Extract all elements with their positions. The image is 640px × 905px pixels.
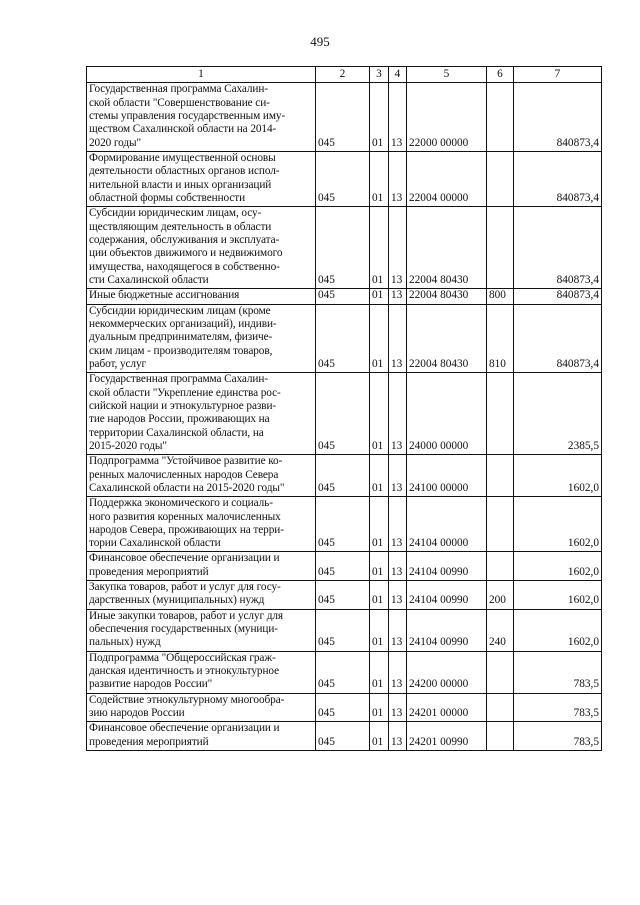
row-name-cell: Закупка товаров, работ и услуг для госу- дарственных (муниципальных) нужд: [87, 581, 316, 610]
row-section-cell: 01: [370, 722, 389, 751]
row-section-cell: 01: [370, 609, 389, 651]
row-name-cell: Финансовое обеспечение организации и проведения мероприятий: [87, 722, 316, 751]
row-expense-type-cell: [487, 722, 514, 751]
column-header-expense-type: 6: [487, 67, 514, 83]
column-header-ministry: 2: [316, 67, 370, 83]
row-ministry-cell: 045: [316, 151, 370, 206]
row-target-article-cell: 24104 00990: [407, 581, 487, 610]
table-row: [87, 651, 602, 693]
row-expense-type-cell: [487, 373, 514, 455]
row-ministry-cell: 045: [316, 651, 370, 693]
row-ministry-cell: 045: [316, 455, 370, 497]
row-amount-cell: 1602,0: [514, 455, 602, 497]
row-expense-type-cell: [487, 455, 514, 497]
row-subsection-cell: 13: [389, 83, 407, 152]
row-target-article-cell: 24201 00990: [407, 722, 487, 751]
budget-table: [86, 66, 602, 751]
row-amount-cell: 840873,4: [514, 83, 602, 152]
row-section-cell: 01: [370, 651, 389, 693]
row-ministry-cell: 045: [316, 552, 370, 581]
table-row: [87, 552, 602, 581]
row-amount-cell: 2385,5: [514, 373, 602, 455]
row-ministry-cell: 045: [316, 373, 370, 455]
column-header-subsection: 4: [389, 67, 407, 83]
row-subsection-cell: 13: [389, 552, 407, 581]
row-ministry-cell: 045: [316, 497, 370, 552]
row-subsection-cell: 13: [389, 497, 407, 552]
row-section-cell: 01: [370, 304, 389, 373]
row-expense-type-cell: 800: [487, 289, 514, 304]
row-name-cell: Иные закупки товаров, работ и услуг для обеспечения государственных (муници- пальных) нужд: [87, 609, 316, 651]
row-amount-cell: 840873,4: [514, 151, 602, 206]
row-ministry-cell: 045: [316, 693, 370, 722]
row-subsection-cell: 13: [389, 304, 407, 373]
row-target-article-cell: 24200 00000: [407, 651, 487, 693]
row-target-article-cell: 24100 00000: [407, 455, 487, 497]
row-name-cell: Государственная программа Сахалин- ской области "Укрепление единства рос- сийской нации и этнокультурное разви- тие народов России, проживающих на территории Сахалинской области, на 2015-2020 годы": [87, 373, 316, 455]
row-expense-type-cell: [487, 552, 514, 581]
row-amount-cell: 1602,0: [514, 609, 602, 651]
row-name-cell: Субсидии юридическим лицам (кроме некоммерческих организаций), индиви- дуальным предпринимателям, физиче- ским лицам - производителям товаров, работ, услуг: [87, 304, 316, 373]
table-row: [87, 304, 602, 373]
row-amount-cell: 840873,4: [514, 304, 602, 373]
column-header-target-article: 5: [407, 67, 487, 83]
row-expense-type-cell: [487, 651, 514, 693]
row-name-cell: Государственная программа Сахалин- ской области "Совершенствование си- стемы управления государственным иму- ществом Сахалинской области на 2014- 2020 годы": [87, 83, 316, 152]
row-amount-cell: 783,5: [514, 722, 602, 751]
row-expense-type-cell: [487, 497, 514, 552]
row-amount-cell: 783,5: [514, 651, 602, 693]
row-target-article-cell: 24104 00990: [407, 552, 487, 581]
row-target-article-cell: 22004 80430: [407, 207, 487, 289]
row-subsection-cell: 13: [389, 207, 407, 289]
column-header-amount: 7: [514, 67, 602, 83]
row-section-cell: 01: [370, 552, 389, 581]
row-subsection-cell: 13: [389, 289, 407, 304]
row-subsection-cell: 13: [389, 151, 407, 206]
row-amount-cell: 1602,0: [514, 552, 602, 581]
column-header-section: 3: [370, 67, 389, 83]
row-name-cell: Содействие этнокультурному многообра- зию народов России: [87, 693, 316, 722]
row-amount-cell: 840873,4: [514, 207, 602, 289]
row-subsection-cell: 13: [389, 609, 407, 651]
row-subsection-cell: 13: [389, 693, 407, 722]
row-ministry-cell: 045: [316, 83, 370, 152]
row-section-cell: 01: [370, 373, 389, 455]
row-subsection-cell: 13: [389, 581, 407, 610]
table-row: [87, 581, 602, 610]
table-row: [87, 83, 602, 152]
table-row: [87, 373, 602, 455]
row-section-cell: 01: [370, 83, 389, 152]
row-amount-cell: 1602,0: [514, 581, 602, 610]
row-expense-type-cell: [487, 207, 514, 289]
row-ministry-cell: 045: [316, 289, 370, 304]
table-row: [87, 455, 602, 497]
row-target-article-cell: 24000 00000: [407, 373, 487, 455]
row-section-cell: 01: [370, 693, 389, 722]
row-expense-type-cell: 810: [487, 304, 514, 373]
row-ministry-cell: 045: [316, 722, 370, 751]
row-name-cell: Иные бюджетные ассигнования: [87, 289, 316, 304]
row-subsection-cell: 13: [389, 651, 407, 693]
row-amount-cell: 783,5: [514, 693, 602, 722]
row-target-article-cell: 24201 00000: [407, 693, 487, 722]
row-name-cell: Поддержка экономического и социаль- ного развития коренных малочисленных народов Севера, проживающих на терри- тории Сахалинской области: [87, 497, 316, 552]
row-expense-type-cell: [487, 693, 514, 722]
row-expense-type-cell: [487, 151, 514, 206]
row-subsection-cell: 13: [389, 455, 407, 497]
row-ministry-cell: 045: [316, 609, 370, 651]
row-target-article-cell: 24104 00000: [407, 497, 487, 552]
table-row: [87, 289, 602, 304]
row-expense-type-cell: 240: [487, 609, 514, 651]
row-name-cell: Подпрограмма "Устойчивое развитие ко- ренных малочисленных народов Севера Сахалинской области на 2015-2020 годы": [87, 455, 316, 497]
table-header-row: [87, 67, 602, 83]
row-name-cell: Подпрограмма "Общероссийская граж- данская идентичность и этнокультурное развитие народов России": [87, 651, 316, 693]
row-ministry-cell: 045: [316, 581, 370, 610]
row-target-article-cell: 22000 00000: [407, 83, 487, 152]
table-row: [87, 207, 602, 289]
row-target-article-cell: 22004 80430: [407, 304, 487, 373]
column-header-name: 1: [87, 67, 316, 83]
table-row: [87, 497, 602, 552]
row-amount-cell: 1602,0: [514, 497, 602, 552]
row-section-cell: 01: [370, 289, 389, 304]
row-name-cell: Финансовое обеспечение организации и проведения мероприятий: [87, 552, 316, 581]
table-body: [87, 67, 602, 751]
table-row: [87, 151, 602, 206]
row-section-cell: 01: [370, 455, 389, 497]
table-row: [87, 722, 602, 751]
row-expense-type-cell: [487, 83, 514, 152]
row-subsection-cell: 13: [389, 722, 407, 751]
row-subsection-cell: 13: [389, 373, 407, 455]
row-name-cell: Субсидии юридическим лицам, осу- ществляющим деятельность в области содержания, обслуживания и эксплуата- ции объектов движимого и недвижимого имущества, находящегося в собственно- сти Сахалинской области: [87, 207, 316, 289]
row-target-article-cell: 22004 00000: [407, 151, 487, 206]
row-ministry-cell: 045: [316, 304, 370, 373]
row-target-article-cell: 22004 80430: [407, 289, 487, 304]
row-target-article-cell: 24104 00990: [407, 609, 487, 651]
row-section-cell: 01: [370, 207, 389, 289]
row-section-cell: 01: [370, 581, 389, 610]
row-amount-cell: 840873,4: [514, 289, 602, 304]
table-row: [87, 609, 602, 651]
row-expense-type-cell: 200: [487, 581, 514, 610]
row-section-cell: 01: [370, 497, 389, 552]
table-row: [87, 693, 602, 722]
row-section-cell: 01: [370, 151, 389, 206]
row-ministry-cell: 045: [316, 207, 370, 289]
row-name-cell: Формирование имущественной основы деятельности областных органов испол- нительной власти и иных организаций областной формы собственности: [87, 151, 316, 206]
page-number: 495: [310, 34, 330, 49]
